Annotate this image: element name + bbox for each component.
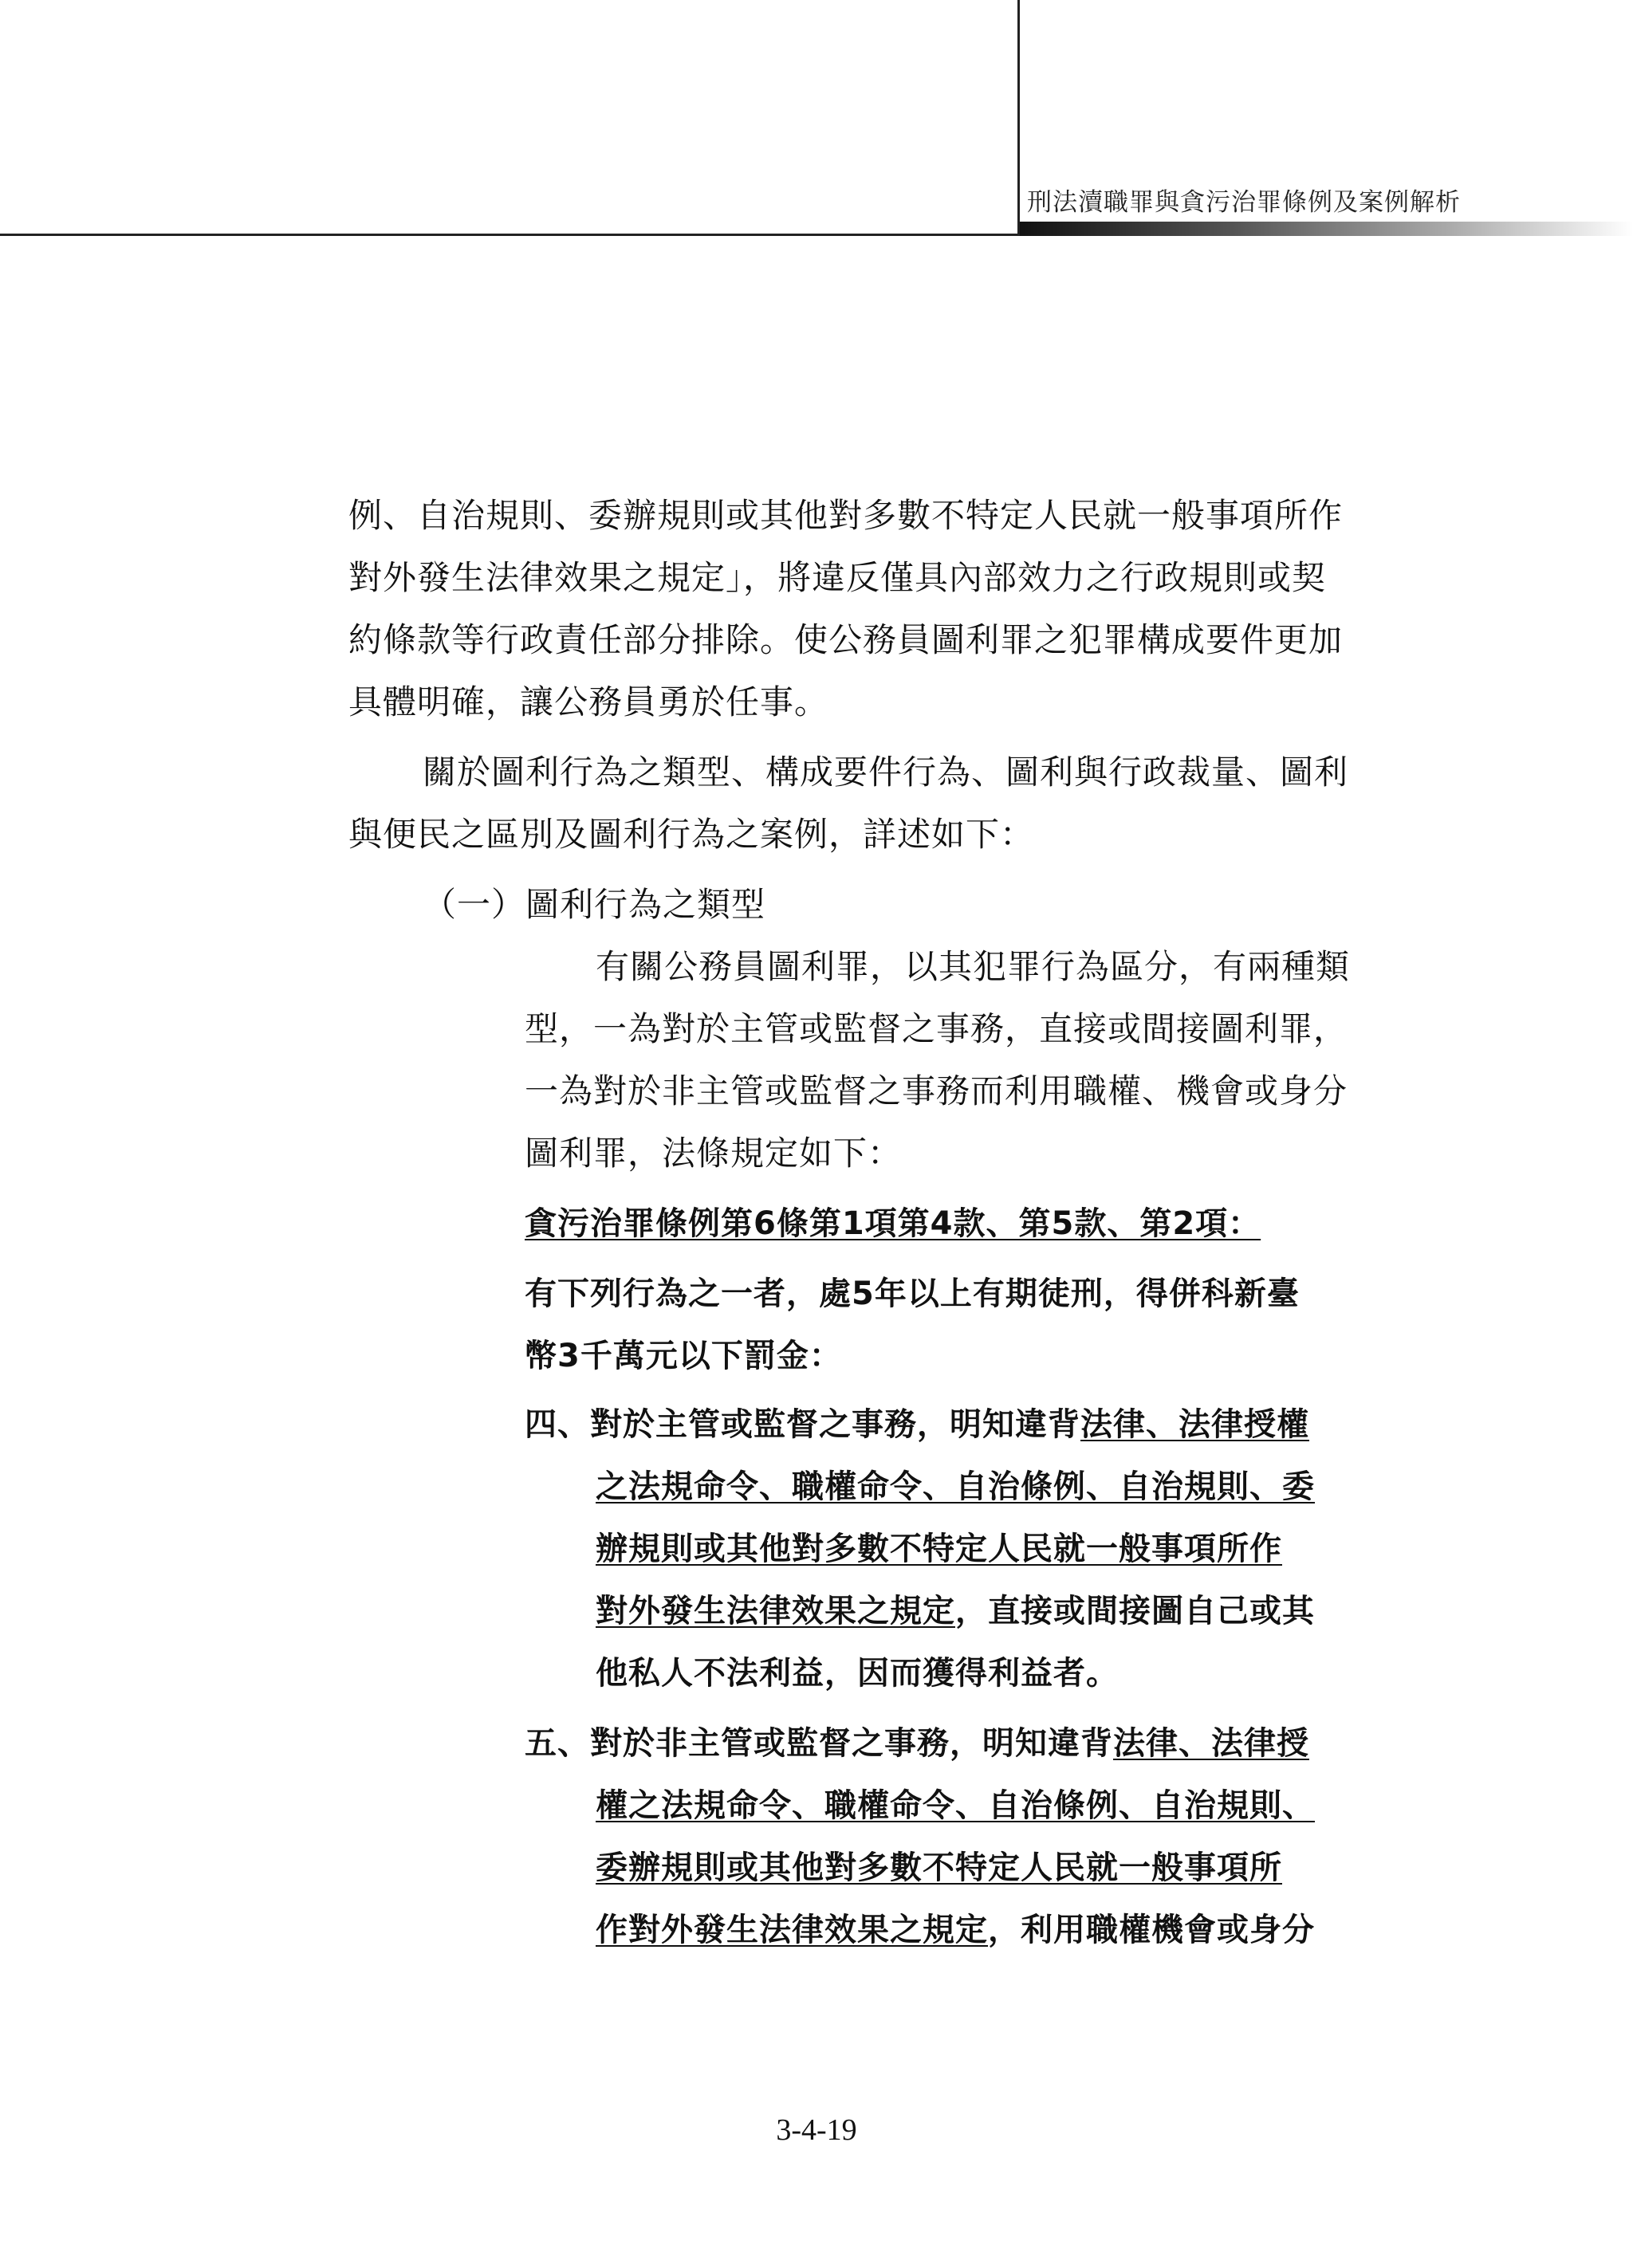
- law-text: ，利用職權機會或身分: [988, 1912, 1315, 1948]
- law-item-5-line: [596, 1902, 1315, 1958]
- body-line: 約條款等行政責任部分排除。使公務員圖利罪之犯罪構成要件更加: [348, 620, 1344, 659]
- body-line: 有關公務員圖利罪，以其犯罪行為區分，有兩種類: [596, 947, 1351, 986]
- law-item-4-line: [596, 1459, 1315, 1515]
- law-text: 他私人不法利益，因而獲得利益者。: [596, 1655, 1119, 1692]
- section-heading: （一）圖利行為之類型: [423, 885, 766, 924]
- law-line: 有下列行為之一者，處5年以上有期徒刑，得併科新臺: [525, 1276, 1300, 1312]
- law-text-underlined: 權之法規命令、職權命令、自治條例、自治規則、: [596, 1787, 1315, 1824]
- law-item-4-line: [596, 1583, 1315, 1639]
- law-text-underlined: 法律、法律授: [1113, 1725, 1309, 1762]
- body-line: 具體明確，讓公務員勇於任事。: [348, 682, 829, 721]
- law-text-underlined: 對外發生法律效果之規定: [596, 1593, 955, 1629]
- law-item-5-line: [525, 1716, 1309, 1771]
- law-item-5-line: [596, 1840, 1282, 1896]
- law-line: 幣3千萬元以下罰金：: [525, 1338, 842, 1374]
- law-text-underlined: 法律、法律授權: [1080, 1406, 1309, 1443]
- body-line: 與便民之區別及圖利行為之案例，詳述如下：: [348, 815, 1035, 854]
- law-text: 五、對於非主管或監督之事務，明知違背: [525, 1725, 1113, 1762]
- body-line: 例、自治規則、委辦規則或其他對多數不特定人民就一般事項所作: [348, 496, 1344, 535]
- law-text-underlined: 辦規則或其他對多數不特定人民就一般事項所作: [596, 1531, 1282, 1567]
- body-line: 圖利罪，法條規定如下：: [525, 1134, 903, 1173]
- law-item-5-line: [596, 1778, 1315, 1834]
- law-item-4-line: [596, 1521, 1282, 1577]
- law-text-underlined: 之法規命令、職權命令、自治條例、自治規則、委: [596, 1468, 1315, 1505]
- page-number: 3-4-19: [776, 2113, 857, 2147]
- header-horizontal-rule: [0, 234, 1021, 236]
- body-line: 型，一為對於主管或監督之事務，直接或間接圖利罪，: [525, 1009, 1348, 1048]
- header-vertical-rule: [1017, 0, 1020, 236]
- body-line: 一為對於非主管或監督之事務而利用職權、機會或身分: [525, 1071, 1348, 1110]
- law-item-4-line: [596, 1645, 1119, 1701]
- law-text: ，直接或間接圖自己或其: [955, 1593, 1315, 1629]
- law-text: 四、對於主管或監督之事務，明知違背: [525, 1406, 1080, 1443]
- running-header-title: 刑法瀆職罪與貪污治罪條例及案例解析: [1027, 188, 1461, 217]
- law-item-4-line: [525, 1397, 1309, 1452]
- body-line: 對外發生法律效果之規定」，將違反僅具內部效力之行政規則或契: [348, 558, 1327, 597]
- law-text-underlined: 委辦規則或其他對多數不特定人民就一般事項所: [596, 1849, 1282, 1886]
- body-line: 關於圖利行為之類型、構成要件行為、圖利與行政裁量、圖利: [423, 753, 1349, 792]
- law-text-underlined: 作對外發生法律效果之規定: [596, 1912, 988, 1948]
- law-article-title-text: 貪污治罪條例第6條第1項第4款、第5款、第2項：: [525, 1205, 1261, 1242]
- header-gradient-bar: [1020, 222, 1633, 236]
- law-article-title: [525, 1196, 1261, 1252]
